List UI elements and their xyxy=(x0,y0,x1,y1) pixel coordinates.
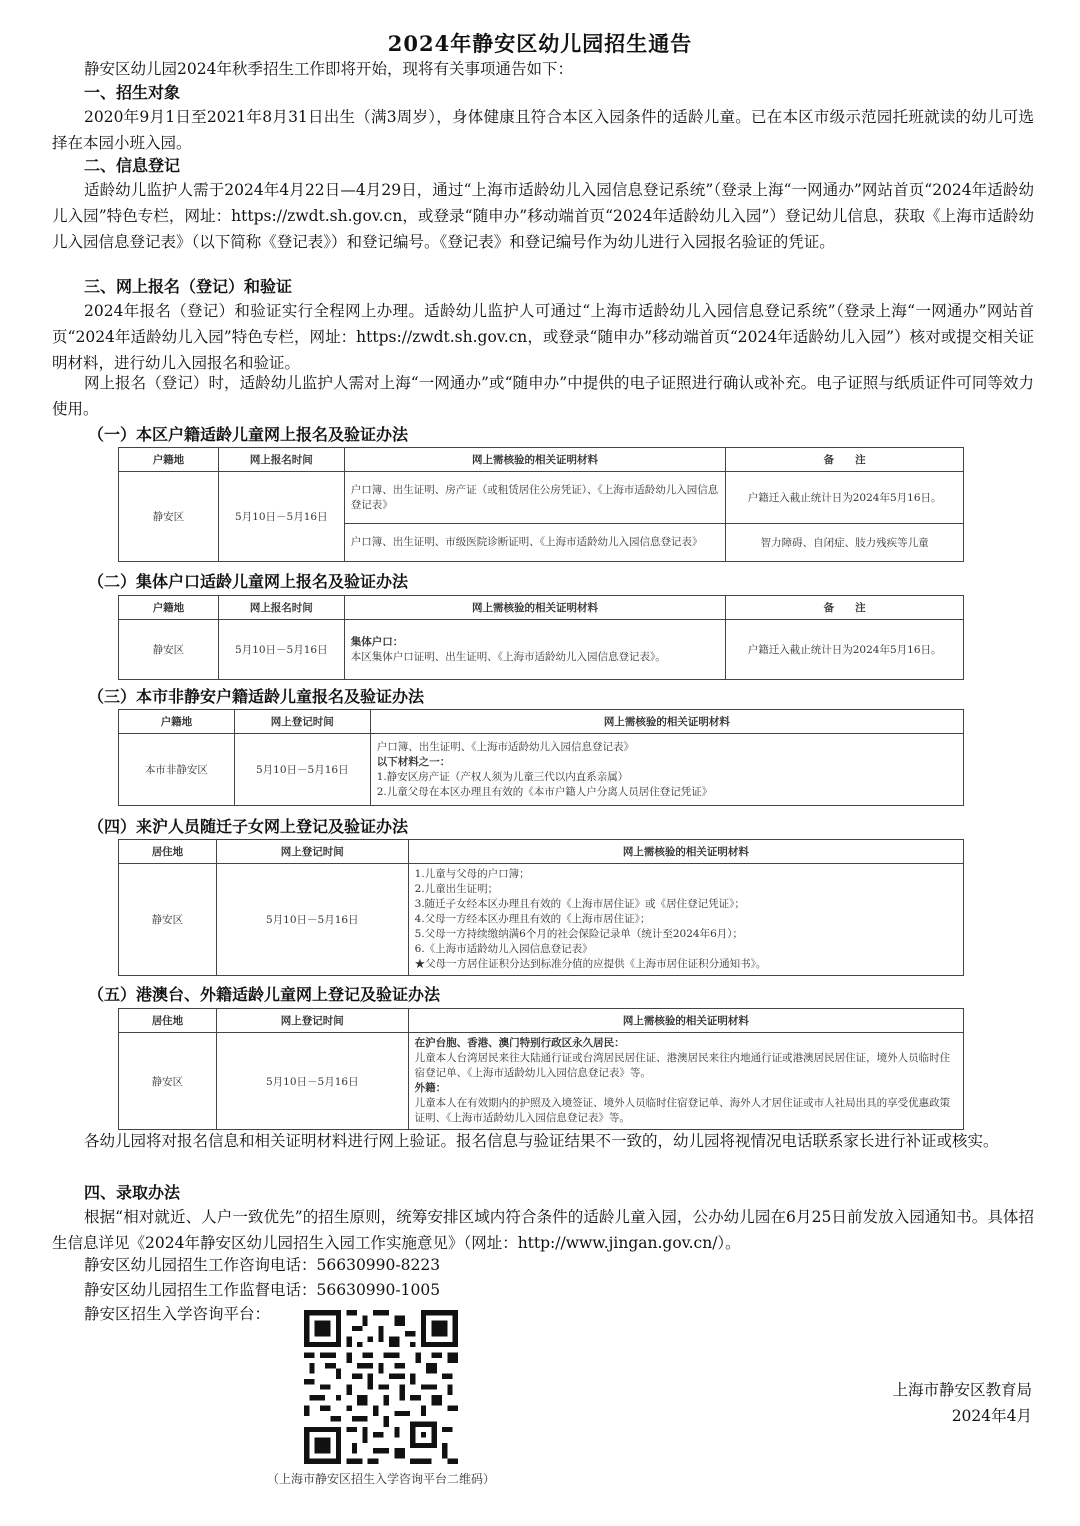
place-cell: 静安区 xyxy=(119,620,219,680)
section-2-text: 适龄幼儿监护人需于2024年4月22日—4月29日，通过“上海市适龄幼儿入园信息登记系统”（登录上海“一网通办”网站首页“2024年适龄幼儿入园”特色专栏，网址：https://zwdt.sh.gov.cn，或登录“随申办”移动端首页“2024年适龄幼儿入园”）登记幼儿信息，获取《上海市适龄幼儿入园信息登记表》（以下简称《登记表》）和登记编号。《登记表》和登记编号作为幼儿进行入园报名验证的凭证。 xyxy=(52,181,1034,251)
header-cell: 网上登记时间 xyxy=(216,840,408,864)
table-header-row xyxy=(119,448,964,472)
table-3 xyxy=(118,709,964,806)
materials-text: 儿童本人在有效期内的护照及入境签证、境外人员临时住宿登记单、海外人才居住证或市人社局出具的享受优惠政策证明、《上海市适龄幼儿入园信息登记表》等。 xyxy=(414,1097,951,1124)
header-cell: 网上报名时间 xyxy=(218,596,344,620)
time-cell: 5月10日－5月16日 xyxy=(218,472,344,562)
time-cell: 5月10日－5月16日 xyxy=(216,864,408,976)
table-row xyxy=(119,472,964,524)
qr-caption: （上海市静安区招生入学咨询平台二维码） xyxy=(266,1472,495,1486)
section-3-text-1: 2024年报名（登记）和验证实行全程网上办理。适龄幼儿监护人可通过“上海市适龄幼儿入园信息登记系统”（登录上海“一网通办”网站首页“2024年适龄幼儿入园”特色专栏，网址：https://zwdt.sh.gov.cn，或登录“随申办”移动端首页“2024年适龄幼儿入园”）核对或提交相关证明材料，进行幼儿入园报名和验证。 xyxy=(52,302,1034,372)
note-cell: 智力障碍、自闭症、肢力残疾等儿童 xyxy=(726,524,964,562)
intro-paragraph: 静安区幼儿园2024年秋季招生工作即将开始，现将有关事项通告如下： xyxy=(84,60,573,78)
table-row xyxy=(119,1033,964,1130)
section-3-heading: 三、网上报名（登记）和验证 xyxy=(84,277,293,296)
materials-text: 儿童本人台湾居民来往大陆通行证或台湾居民居住证、港澳居民来往内地通行证或港澳居民居住证，境外人员临时住宿登记单、《上海市适龄幼儿入园信息登记表》等。 xyxy=(414,1052,951,1079)
page-title: 2024年静安区幼儿园招生通告 xyxy=(387,31,693,56)
table-row xyxy=(119,734,964,806)
header-cell: 网上需核验的相关证明材料 xyxy=(408,1009,963,1033)
table-header-row xyxy=(119,1009,964,1033)
materials-line: 3.随迁子女经本区办理且有效的《上海市居住证》或《居住登记凭证》； xyxy=(414,898,745,910)
table-2 xyxy=(118,595,964,680)
table-row xyxy=(119,864,964,976)
materials-line: 4.父母一方经本区办理且有效的《上海市居住证》； xyxy=(414,913,651,925)
header-cell: 备 注 xyxy=(726,448,964,472)
qr-code-icon[interactable] xyxy=(304,1310,458,1464)
place-cell: 本市非静安区 xyxy=(119,734,235,806)
table-5 xyxy=(118,1008,964,1130)
materials-line: 2.儿童出生证明； xyxy=(414,883,499,895)
table-header-row xyxy=(119,710,964,734)
time-cell: 5月10日－5月16日 xyxy=(234,734,370,806)
section-4-text: 根据“相对就近、人户一致优先”的招生原则，统筹安排区域内符合条件的适龄儿童入园，公办幼儿园在6月25日前发放入园通知书。具体招生信息详见《2024年静安区幼儿园招生入园工作实施意见》（网址：http://www.jingan.gov.cn/）。 xyxy=(52,1208,1034,1252)
section-3-text-2: 网上报名（登记）时，适龄幼儿监护人需对上海“一网通办”或“随申办”中提供的电子证照进行确认或补充。电子证照与纸质证件可同等效力使用。 xyxy=(52,374,1034,418)
header-cell: 备 注 xyxy=(726,596,964,620)
materials-line: 5.父母一方持续缴纳满6个月的社会保险记录单（统计至2024年6月）； xyxy=(414,928,744,940)
header-cell: 居住地 xyxy=(119,840,217,864)
note-cell: 户籍迁入截止统计日为2024年5月16日。 xyxy=(726,620,964,680)
table-1 xyxy=(118,447,964,562)
materials-cell: 户口簿、出生证明、房产证（或租赁居住公房凭证）、《上海市适龄幼儿入园信息登记表》 xyxy=(344,472,726,524)
materials-cell xyxy=(344,620,726,680)
materials-line: ★父母一方居住证积分达到标准分值的应提供《上海市居住证积分通知书》。 xyxy=(414,958,767,970)
place-cell: 静安区 xyxy=(119,1033,217,1130)
header-cell: 网上需核验的相关证明材料 xyxy=(408,840,963,864)
header-cell: 居住地 xyxy=(119,1009,217,1033)
materials-cell: 户口簿、出生证明、市级医院诊断证明、《上海市适龄幼儿入园信息登记表》 xyxy=(344,524,726,562)
header-cell: 网上需核验的相关证明材料 xyxy=(370,710,963,734)
materials-label: 集体户口： xyxy=(350,635,404,648)
table-1-heading: （一）本区户籍适龄儿童网上报名及验证办法 xyxy=(88,425,409,444)
header-cell: 网上需核验的相关证明材料 xyxy=(344,596,726,620)
time-cell: 5月10日－5月16日 xyxy=(218,620,344,680)
materials-cell xyxy=(408,1033,963,1130)
materials-label: 外籍： xyxy=(414,1082,447,1094)
signature-org: 上海市静安区教育局 xyxy=(892,1381,1032,1399)
verification-paragraph: 各幼儿园将对报名信息和相关证明材料进行网上验证。报名信息与验证结果不一致的，幼儿园将视情况电话联系家长进行补证或核实。 xyxy=(84,1132,999,1150)
place-cell: 静安区 xyxy=(119,864,217,976)
signature-date: 2024年4月 xyxy=(951,1407,1032,1425)
table-2-heading: （二）集体户口适龄儿童网上报名及验证办法 xyxy=(88,572,409,591)
time-cell: 5月10日－5月16日 xyxy=(216,1033,408,1130)
table-header-row xyxy=(119,596,964,620)
place-cell: 静安区 xyxy=(119,472,219,562)
header-cell: 网上登记时间 xyxy=(234,710,370,734)
table-4-heading: （四）来沪人员随迁子女网上登记及验证办法 xyxy=(88,817,409,836)
header-cell: 网上登记时间 xyxy=(216,1009,408,1033)
materials-label: 在沪台胞、香港、澳门特别行政区永久居民： xyxy=(414,1037,625,1049)
header-cell: 户籍地 xyxy=(119,448,219,472)
materials-cell xyxy=(370,734,963,806)
materials-line: 1.儿童与父母的户口簿； xyxy=(414,868,530,880)
supervise-phone: 静安区幼儿园招生工作监督电话：56630990-1005 xyxy=(84,1281,441,1299)
table-row xyxy=(119,620,964,680)
table-3-heading: （三）本市非静安户籍适龄儿童报名及验证办法 xyxy=(88,687,425,706)
consult-phone: 静安区幼儿园招生工作咨询电话：56630990-8223 xyxy=(84,1256,441,1274)
materials-line: 2.儿童父母在本区办理且有效的《本市户籍人户分离人员居住登记凭证》 xyxy=(376,785,713,798)
materials-line: 6.《上海市适龄幼儿入园信息登记表》 xyxy=(414,943,593,955)
table-4 xyxy=(118,839,964,976)
header-cell: 户籍地 xyxy=(119,596,219,620)
materials-line: 以下材料之一： xyxy=(376,755,451,768)
materials-cell xyxy=(408,864,963,976)
materials-line: 1.静安区房产证（产权人须为儿童三代以内直系亲属） xyxy=(376,770,629,783)
header-cell: 网上报名时间 xyxy=(218,448,344,472)
section-4-heading: 四、录取办法 xyxy=(84,1183,181,1202)
section-1-heading: 一、招生对象 xyxy=(84,83,181,102)
header-cell: 网上需核验的相关证明材料 xyxy=(344,448,726,472)
section-2-heading: 二、信息登记 xyxy=(84,156,181,175)
table-header-row xyxy=(119,840,964,864)
header-cell: 户籍地 xyxy=(119,710,235,734)
section-1-text: 2020年9月1日至2021年8月31日出生（满3周岁），身体健康且符合本区入园条件的适龄儿童。已在本区市级示范园托班就读的幼儿可选择在本园小班入园。 xyxy=(52,108,1034,152)
materials-text: 本区集体户口证明、出生证明、《上海市适龄幼儿入园信息登记表》。 xyxy=(350,650,666,663)
materials-line: 户口簿、出生证明、《上海市适龄幼儿入园信息登记表》 xyxy=(376,740,634,753)
platform-label: 静安区招生入学咨询平台： xyxy=(84,1305,271,1323)
note-cell: 户籍迁入截止统计日为2024年5月16日。 xyxy=(726,472,964,524)
table-5-heading: （五）港澳台、外籍适龄儿童网上登记及验证办法 xyxy=(88,985,441,1004)
